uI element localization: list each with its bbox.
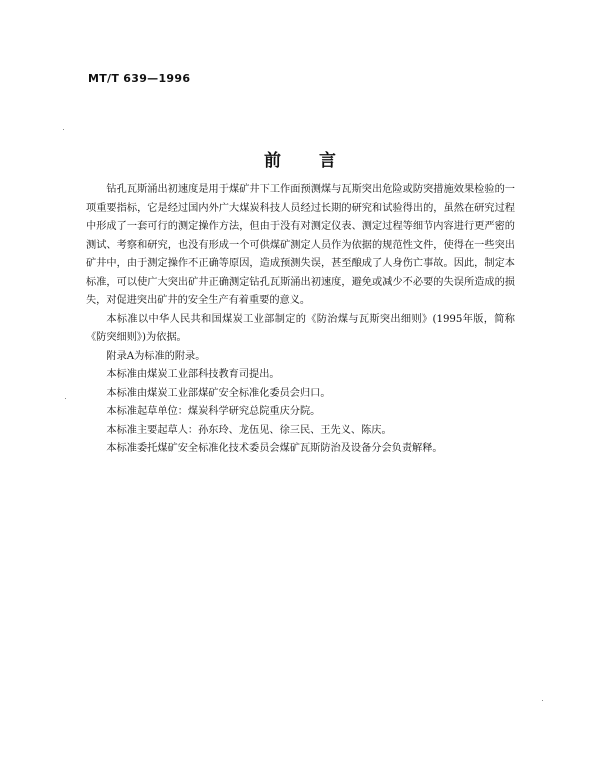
foreword-body bbox=[86, 181, 515, 459]
page-title: 前言 bbox=[264, 151, 374, 171]
paragraph-drafters: 本标准主要起草人：孙东玲、龙伍见、徐三民、王先义、陈庆。 bbox=[106, 424, 392, 436]
paragraph-jurisdiction: 本标准由煤炭工业部煤矿安全标准化委员会归口。 bbox=[106, 387, 331, 399]
scan-speck bbox=[65, 398, 66, 399]
paragraph-drafting-unit: 本标准起草单位：煤炭科学研究总院重庆分院。 bbox=[106, 406, 321, 417]
paragraph-proposer: 本标准由煤炭工业部科技教育司提出。 bbox=[106, 369, 280, 380]
paragraph-basis: 本标准以中华人民共和国煤炭工业部制定的《防治煤与瓦斯突出细则》(1995年版，简称《防突细则》)为依据。 bbox=[86, 313, 515, 343]
scan-speck bbox=[542, 700, 543, 701]
paragraph-appendix: 附录A为标准的附录。 bbox=[106, 350, 206, 362]
paragraph-interpretation: 本标准委托煤矿安全标准化技术委员会煤矿瓦斯防治及设备分会负责解释。 bbox=[106, 443, 443, 454]
paragraph-purpose: 钻孔瓦斯涌出初速度是用于煤矿井下工作面预测煤与瓦斯突出危险或防突措施效果检验的一项重要指标，它是经过国内外广大煤炭科技人员经过长期的研究和试验得出的，虽然在研究过程中形成了一套可行的测定操作方法，但由于没有对测定仪表、测定过程等细节内容进行更严密的测试、考察和研究，也没有形成一个可供煤矿测定人员作为依据的规范性文件，使得在一些突出矿井中，由于测定操作不正确等原因，造成预测失误，甚至酿成了人身伤亡事故。因此，制定本标准，可以使广大突出矿井正确测定钻孔瓦斯涌出初速度，避免或减少不必要的失误所造成的损失，对促进突出矿井的安全生产有着重要的意义。 bbox=[86, 184, 515, 306]
scan-speck bbox=[63, 129, 64, 130]
standard-number: MT/T 639—1996 bbox=[88, 72, 191, 85]
